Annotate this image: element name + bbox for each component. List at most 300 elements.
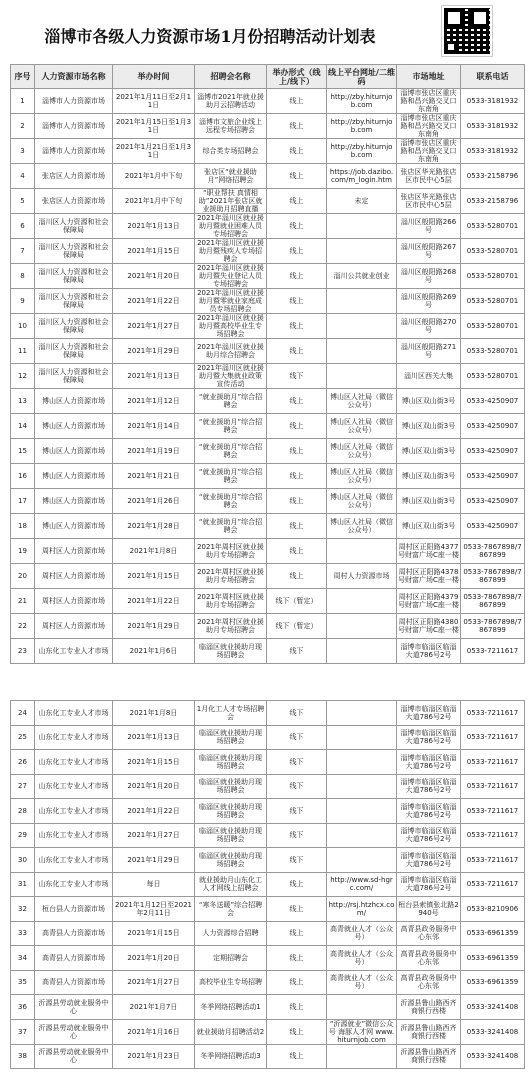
table-row <box>11 897 525 922</box>
cell-index: 16 <box>11 464 35 489</box>
cell-format: 线上 <box>267 89 327 114</box>
cell-market: 沂源县劳动就业服务中心 <box>35 1019 113 1044</box>
cell-event: “寒冬送暖”综合招聘会 <box>195 897 267 922</box>
cell-market: 博山区人力资源市场 <box>35 414 113 439</box>
cell-phone: 0533-4250907 <box>461 489 525 514</box>
table-row <box>11 921 525 946</box>
cell-format: 线上 <box>267 439 327 464</box>
cell-phone: 0533-3241408 <box>461 1019 525 1044</box>
cell-format: 线上 <box>267 264 327 289</box>
cell-phone: 0533-6961359 <box>461 970 525 995</box>
cell-market: 淄川区人力资源和社会保障局 <box>35 214 113 239</box>
cell-event: 张店区“就业援助月”网络招聘会 <box>195 164 267 189</box>
cell-address: 沂源县鲁山路西齐商银行西楼 <box>397 1019 461 1044</box>
cell-time: 2021年1月19日 <box>113 439 195 464</box>
table-row <box>11 339 525 364</box>
table-row <box>11 614 525 639</box>
cell-format: 线上 <box>267 164 327 189</box>
cell-event: 定期招聘会 <box>195 946 267 971</box>
cell-index: 10 <box>11 314 35 339</box>
cell-platform <box>327 725 397 750</box>
cell-time: 2021年1月中下旬 <box>113 164 195 189</box>
cell-format: 线上 <box>267 414 327 439</box>
cell-index: 25 <box>11 725 35 750</box>
cell-phone: 0533-7211617 <box>461 701 525 726</box>
cell-address: 周村区正阳路4378号财富广场C座一楼 <box>397 564 461 589</box>
cell-market: 山东化工专业人才市场 <box>35 848 113 873</box>
cell-format: 线上 <box>267 189 327 214</box>
cell-address: 博山区双山街3号 <box>397 414 461 439</box>
table-row <box>11 848 525 873</box>
cell-phone: 0533-4250907 <box>461 464 525 489</box>
table-row <box>11 239 525 264</box>
table-row <box>11 489 525 514</box>
cell-market: 张店区人力资源市场 <box>35 189 113 214</box>
cell-time: 2021年1月29日 <box>113 848 195 873</box>
table-row <box>11 414 525 439</box>
cell-address: 淄博市临淄区临淄大道786号2号 <box>397 823 461 848</box>
cell-market: 淄川区人力资源和社会保障局 <box>35 289 113 314</box>
cell-index: 5 <box>11 189 35 214</box>
cell-time: 2021年1月15日 <box>113 239 195 264</box>
cell-platform: http://zby.hiturnjob.com <box>327 114 397 139</box>
cell-phone: 0533-5280701 <box>461 289 525 314</box>
cell-platform: http://rsj.htzhcx.com/ <box>327 897 397 922</box>
recruitment-table-part1 <box>10 64 525 664</box>
cell-phone: 0533-7211617 <box>461 872 525 897</box>
cell-phone: 0533-5280701 <box>461 264 525 289</box>
cell-phone: 0533-3181932 <box>461 114 525 139</box>
table-row <box>11 1019 525 1044</box>
cell-time: 2021年1月7日 <box>113 995 195 1020</box>
cell-phone: 0533-5280701 <box>461 214 525 239</box>
cell-format: 线下 <box>267 701 327 726</box>
cell-market: 高青县人力资源市场 <box>35 921 113 946</box>
cell-phone: 0533-7211617 <box>461 639 525 664</box>
cell-format: 线下 <box>267 848 327 873</box>
table-row <box>11 774 525 799</box>
cell-format: 线上 <box>267 239 327 264</box>
cell-address: 张店区华光路张店区市民中心5层 <box>397 189 461 214</box>
cell-phone: 0533-2158796 <box>461 189 525 214</box>
cell-event: 2021年周村区就业援助月专场招聘会 <box>195 614 267 639</box>
cell-event: “就业援助月”综合招聘会 <box>195 464 267 489</box>
cell-time: 2021年1月8日 <box>113 539 195 564</box>
cell-format: 线上 <box>267 289 327 314</box>
cell-platform: 未定 <box>327 189 397 214</box>
cell-format: 线上 <box>267 1044 327 1069</box>
cell-format: 线上 <box>267 564 327 589</box>
cell-event: 2021年周村区就业援助月专场招聘会 <box>195 564 267 589</box>
cell-time: 2021年1月22日 <box>113 289 195 314</box>
page-title: 淄博市各级人力资源市场1月份招聘活动计划表 <box>44 27 376 46</box>
cell-market: 淄川区人力资源和社会保障局 <box>35 239 113 264</box>
cell-index: 2 <box>11 114 35 139</box>
table-row <box>11 389 525 414</box>
cell-platform <box>327 214 397 239</box>
cell-time: 2021年1月13日 <box>113 214 195 239</box>
cell-event: 2021年淄川区就业援助月暨高校毕业生专场招聘会 <box>195 314 267 339</box>
cell-time: 2021年1月21日 <box>113 464 195 489</box>
cell-market: 博山区人力资源市场 <box>35 389 113 414</box>
cell-platform <box>327 848 397 873</box>
cell-market: 周村区人力资源市场 <box>35 614 113 639</box>
cell-time: 2021年1月26日 <box>113 489 195 514</box>
cell-address: 淄博市临淄区临淄大道786号2号 <box>397 848 461 873</box>
cell-index: 30 <box>11 848 35 873</box>
cell-index: 28 <box>11 799 35 824</box>
table-row <box>11 164 525 189</box>
cell-event: 临淄区就业援助月现场招聘会 <box>195 848 267 873</box>
qr-code-icon <box>442 6 492 56</box>
cell-time: 2021年1月中下旬 <box>113 189 195 214</box>
cell-platform: 高青就业人才（公众号） <box>327 921 397 946</box>
cell-platform: 博山区人社局（微信公众号） <box>327 464 397 489</box>
cell-event: 2021年淄川区就业援助月暨残疾人专场招聘会 <box>195 239 267 264</box>
cell-phone: 0533-4250907 <box>461 514 525 539</box>
table-row <box>11 139 525 164</box>
cell-index: 35 <box>11 970 35 995</box>
cell-platform <box>327 539 397 564</box>
cell-market: 高青县人力资源市场 <box>35 970 113 995</box>
cell-index: 3 <box>11 139 35 164</box>
cell-market: 沂源县劳动就业服务中心 <box>35 1044 113 1069</box>
cell-time: 2021年1月12日 <box>113 389 195 414</box>
cell-phone: 0533-5280701 <box>461 314 525 339</box>
cell-address: 桓台县索镇张北路2940号 <box>397 897 461 922</box>
table-row <box>11 189 525 214</box>
cell-platform: 博山区人社局（微信公众号） <box>327 514 397 539</box>
table-row <box>11 589 525 614</box>
cell-address: 淄博市临淄区临淄大道786号2号 <box>397 701 461 726</box>
cell-address: 淄博市张店区重庆路和昌兴路交叉口东南角 <box>397 89 461 114</box>
cell-event: “就业援助月”综合招聘会 <box>195 414 267 439</box>
cell-index: 7 <box>11 239 35 264</box>
table-row <box>11 514 525 539</box>
cell-format: 线下 <box>267 725 327 750</box>
table-row <box>11 872 525 897</box>
cell-event: 淄博市文旅企业线上远程专场招聘会 <box>195 114 267 139</box>
cell-phone: 0533-4250907 <box>461 439 525 464</box>
cell-time: 2021年1月15日至1月31日 <box>113 114 195 139</box>
cell-platform <box>327 614 397 639</box>
cell-platform: 博山区人社局（微信公众号） <box>327 489 397 514</box>
cell-format: 线上 <box>267 970 327 995</box>
cell-market: 淄博市人力资源市场 <box>35 139 113 164</box>
cell-platform <box>327 289 397 314</box>
cell-time: 2021年1月15日 <box>113 750 195 775</box>
cell-event: 2021年淄川区就业援助月综合招聘会 <box>195 339 267 364</box>
cell-address: 淄博市张店区重庆路和昌兴路交叉口东南角 <box>397 139 461 164</box>
cell-event: “职业帮扶 真情相助”2021年张店区就业援助月招聘直播 <box>195 189 267 214</box>
cell-format: 线上 <box>267 1019 327 1044</box>
cell-phone: 0533-3181932 <box>461 89 525 114</box>
cell-format: 线下 <box>267 774 327 799</box>
cell-time: 2021年1月6日 <box>113 639 195 664</box>
cell-index: 15 <box>11 439 35 464</box>
cell-index: 11 <box>11 339 35 364</box>
cell-market: 山东化工专业人才市场 <box>35 799 113 824</box>
table-row <box>11 464 525 489</box>
cell-market: 山东化工专业人才市场 <box>35 774 113 799</box>
cell-index: 26 <box>11 750 35 775</box>
cell-market: 淄川区人力资源和社会保障局 <box>35 339 113 364</box>
cell-address: 淄川区西关大集 <box>397 364 461 389</box>
cell-address: 沂源县鲁山路西齐商银行西楼 <box>397 1044 461 1069</box>
table-row <box>11 314 525 339</box>
cell-phone: 0533-7867898/7867899 <box>461 589 525 614</box>
table-row <box>11 89 525 114</box>
cell-format: 线上 <box>267 314 327 339</box>
cell-format: 线上 <box>267 921 327 946</box>
cell-market: 山东化工专业人才市场 <box>35 725 113 750</box>
table-row <box>11 364 525 389</box>
table-row <box>11 823 525 848</box>
cell-platform <box>327 799 397 824</box>
cell-platform <box>327 701 397 726</box>
cell-event: 临淄区就业援助月现场招聘会 <box>195 799 267 824</box>
cell-market: 山东化工专业人才市场 <box>35 823 113 848</box>
cell-phone: 0533-7211617 <box>461 823 525 848</box>
cell-address: 博山区双山街3号 <box>397 489 461 514</box>
cell-platform <box>327 239 397 264</box>
cell-address: 淄川区般阳路269号 <box>397 289 461 314</box>
cell-event: 临淄区就业援助月现场招聘会 <box>195 639 267 664</box>
cell-time: 2021年1月12日至2021年2月11日 <box>113 897 195 922</box>
cell-time: 2021年1月27日 <box>113 970 195 995</box>
cell-format: 线下 <box>267 823 327 848</box>
cell-event: 冬季网络招聘活动3 <box>195 1044 267 1069</box>
cell-market: 张店区人力资源市场 <box>35 164 113 189</box>
cell-address: 淄博市临淄区临淄大道786号2号 <box>397 750 461 775</box>
cell-phone: 0533-7211617 <box>461 848 525 873</box>
cell-market: 淄博市人力资源市场 <box>35 114 113 139</box>
cell-event: 人力资源综合招聘 <box>195 921 267 946</box>
cell-event: 临淄区就业援助月现场招聘会 <box>195 725 267 750</box>
cell-index: 24 <box>11 701 35 726</box>
cell-platform <box>327 995 397 1020</box>
cell-format: 线上 <box>267 214 327 239</box>
cell-address: 淄博市张店区重庆路和昌兴路交叉口东南角 <box>397 114 461 139</box>
cell-index: 34 <box>11 946 35 971</box>
cell-event: 2021年淄川区就业援助月暨失业登记人员专场招聘会 <box>195 264 267 289</box>
cell-format: 线下 <box>267 750 327 775</box>
table-row <box>11 539 525 564</box>
cell-time: 2021年1月28日 <box>113 514 195 539</box>
cell-event: 冬季网络招聘活动1 <box>195 995 267 1020</box>
cell-platform <box>327 589 397 614</box>
cell-index: 33 <box>11 921 35 946</box>
cell-market: 博山区人力资源市场 <box>35 464 113 489</box>
cell-format: 线上 <box>267 995 327 1020</box>
cell-market: 周村区人力资源市场 <box>35 589 113 614</box>
cell-platform: 博山区人社局（微信公众号） <box>327 414 397 439</box>
cell-format: 线上 <box>267 514 327 539</box>
cell-market: 山东化工专业人才市场 <box>35 750 113 775</box>
cell-platform <box>327 774 397 799</box>
header-address: 市场地址 <box>397 65 461 89</box>
cell-event: 就业援助月山东化工人才网线上招聘会 <box>195 872 267 897</box>
cell-index: 17 <box>11 489 35 514</box>
cell-time: 2021年1月11日至2月11日 <box>113 89 195 114</box>
cell-index: 37 <box>11 1019 35 1044</box>
cell-event: 1月化工人才专场招聘会 <box>195 701 267 726</box>
cell-time: 2021年1月16日 <box>113 1019 195 1044</box>
cell-phone: 0533-7867898/7867899 <box>461 539 525 564</box>
cell-platform <box>327 314 397 339</box>
cell-market: 淄博市人力资源市场 <box>35 89 113 114</box>
cell-address: 博山区双山街3号 <box>397 389 461 414</box>
cell-phone: 0533-6961359 <box>461 946 525 971</box>
cell-platform <box>327 339 397 364</box>
cell-index: 18 <box>11 514 35 539</box>
header-platform: 线上平台网址/二维码 <box>327 65 397 89</box>
cell-time: 2021年1月27日 <box>113 314 195 339</box>
header-time: 举办时间 <box>113 65 195 89</box>
cell-format: 线上 <box>267 389 327 414</box>
cell-address: 高青县政务服务中心东邻 <box>397 970 461 995</box>
cell-format: 线下（暂定） <box>267 614 327 639</box>
cell-event: 高校毕业生专场招聘 <box>195 970 267 995</box>
cell-address: 周村区正阳路4380号财富广场C座一楼 <box>397 614 461 639</box>
cell-market: 山东化工专业人才市场 <box>35 701 113 726</box>
cell-platform <box>327 1044 397 1069</box>
cell-format: 线下 <box>267 799 327 824</box>
cell-event: 2021年淄川区就业援助月暨大集就业政策宣传活动 <box>195 364 267 389</box>
cell-index: 14 <box>11 414 35 439</box>
cell-event: “就业援助月”综合招聘会 <box>195 439 267 464</box>
cell-platform <box>327 750 397 775</box>
cell-address: 淄川区般阳路270号 <box>397 314 461 339</box>
cell-phone: 0533-7211617 <box>461 799 525 824</box>
cell-event: 临淄区就业援助月现场招聘会 <box>195 823 267 848</box>
cell-event: 临淄区就业援助月现场招聘会 <box>195 774 267 799</box>
cell-event: “就业援助月”综合招聘会 <box>195 389 267 414</box>
header-market: 人力资源市场名称 <box>35 65 113 89</box>
table-row <box>11 564 525 589</box>
table-row <box>11 639 525 664</box>
cell-market: 山东化工专业人才市场 <box>35 872 113 897</box>
cell-phone: 0533-7211617 <box>461 750 525 775</box>
cell-time: 2021年1月29日 <box>113 614 195 639</box>
cell-time: 2021年1月15日 <box>113 564 195 589</box>
table-row <box>11 946 525 971</box>
cell-market: 周村区人力资源市场 <box>35 564 113 589</box>
cell-phone: 0533-7211617 <box>461 774 525 799</box>
cell-time: 2021年1月27日 <box>113 823 195 848</box>
cell-address: 周村区正阳路4379号财富广场C座一楼 <box>397 589 461 614</box>
table-row <box>11 1044 525 1069</box>
cell-phone: 0533-5280701 <box>461 364 525 389</box>
cell-platform: 周村人力资源市场 <box>327 564 397 589</box>
cell-time: 2021年1月29日 <box>113 339 195 364</box>
cell-index: 21 <box>11 589 35 614</box>
cell-time: 2021年1月20日 <box>113 774 195 799</box>
cell-market: 沂源县劳动就业服务中心 <box>35 995 113 1020</box>
cell-phone: 0533-4250907 <box>461 389 525 414</box>
cell-format: 线下 <box>267 639 327 664</box>
cell-index: 36 <box>11 995 35 1020</box>
table-header-row <box>11 65 525 89</box>
cell-market: 山东化工专业人才市场 <box>35 639 113 664</box>
cell-address: 张店区华光路张店区市民中心5层 <box>397 164 461 189</box>
cell-market: 周村区人力资源市场 <box>35 539 113 564</box>
cell-format: 线上 <box>267 897 327 922</box>
cell-address: 淄川区般阳路267号 <box>397 239 461 264</box>
cell-index: 4 <box>11 164 35 189</box>
cell-address: 淄川区般阳路271号 <box>397 339 461 364</box>
cell-index: 29 <box>11 823 35 848</box>
cell-format: 线上 <box>267 872 327 897</box>
cell-market: 博山区人力资源市场 <box>35 514 113 539</box>
cell-market: 淄川区人力资源和社会保障局 <box>35 364 113 389</box>
cell-event: 临淄区就业援助月现场招聘会 <box>195 750 267 775</box>
cell-platform <box>327 364 397 389</box>
cell-index: 19 <box>11 539 35 564</box>
cell-phone: 0533-7211617 <box>461 725 525 750</box>
cell-event: 2021年淄川区就业援助月暨零就业家庭成员专场招聘会 <box>195 289 267 314</box>
cell-address: 淄博市临淄区临淄大道786号2号 <box>397 639 461 664</box>
cell-phone: 0533-4250907 <box>461 414 525 439</box>
cell-event: 淄博市2021年就业援助月云招聘活动 <box>195 89 267 114</box>
cell-index: 12 <box>11 364 35 389</box>
table-row <box>11 289 525 314</box>
cell-address: 博山区双山街3号 <box>397 464 461 489</box>
cell-event: 综合类专场招聘会 <box>195 139 267 164</box>
cell-platform: 高青就业人才（公众号） <box>327 946 397 971</box>
cell-platform <box>327 823 397 848</box>
cell-format: 线上 <box>267 339 327 364</box>
cell-format: 线上 <box>267 489 327 514</box>
cell-phone: 0533-3241408 <box>461 995 525 1020</box>
cell-platform: http://zby.hiturnjob.com <box>327 139 397 164</box>
cell-address: 淄川区般阳路266号 <box>397 214 461 239</box>
header-event: 招聘会名称 <box>195 65 267 89</box>
cell-time: 2021年1月8日 <box>113 701 195 726</box>
cell-market: 博山区人力资源市场 <box>35 489 113 514</box>
cell-phone: 0533-7867898/7867899 <box>461 564 525 589</box>
cell-event: “就业援助月”综合招聘会 <box>195 489 267 514</box>
cell-platform: http://zby.hiturnjob.com <box>327 89 397 114</box>
cell-index: 1 <box>11 89 35 114</box>
cell-platform: “沂源就业”微信公众号 海豚人才网 www.hiturnjob.com <box>327 1019 397 1044</box>
table-row <box>11 114 525 139</box>
cell-platform: http://www.sd-hgrc.com/ <box>327 872 397 897</box>
table-row <box>11 725 525 750</box>
header-index: 序号 <box>11 65 35 89</box>
cell-market: 淄川区人力资源和社会保障局 <box>35 264 113 289</box>
table-row <box>11 750 525 775</box>
table-row <box>11 799 525 824</box>
cell-event: 2021年周村区就业援助月专场招聘会 <box>195 589 267 614</box>
cell-index: 27 <box>11 774 35 799</box>
cell-index: 23 <box>11 639 35 664</box>
cell-address: 博山区双山街3号 <box>397 439 461 464</box>
cell-format: 线上 <box>267 139 327 164</box>
cell-phone: 0533-2158796 <box>461 164 525 189</box>
cell-address: 沂源县鲁山路西齐商银行西楼 <box>397 995 461 1020</box>
cell-event: “就业援助月”综合招聘会 <box>195 514 267 539</box>
recruitment-table-part2 <box>10 700 525 1069</box>
cell-time: 2021年1月23日 <box>113 1044 195 1069</box>
table-row <box>11 701 525 726</box>
table-row <box>11 995 525 1020</box>
cell-index: 38 <box>11 1044 35 1069</box>
cell-platform: 博山区人社局（微信公众号） <box>327 389 397 414</box>
cell-phone: 0533-5280701 <box>461 239 525 264</box>
cell-address: 淄博市临淄区临淄大道786号2号 <box>397 774 461 799</box>
cell-format: 线上 <box>267 464 327 489</box>
